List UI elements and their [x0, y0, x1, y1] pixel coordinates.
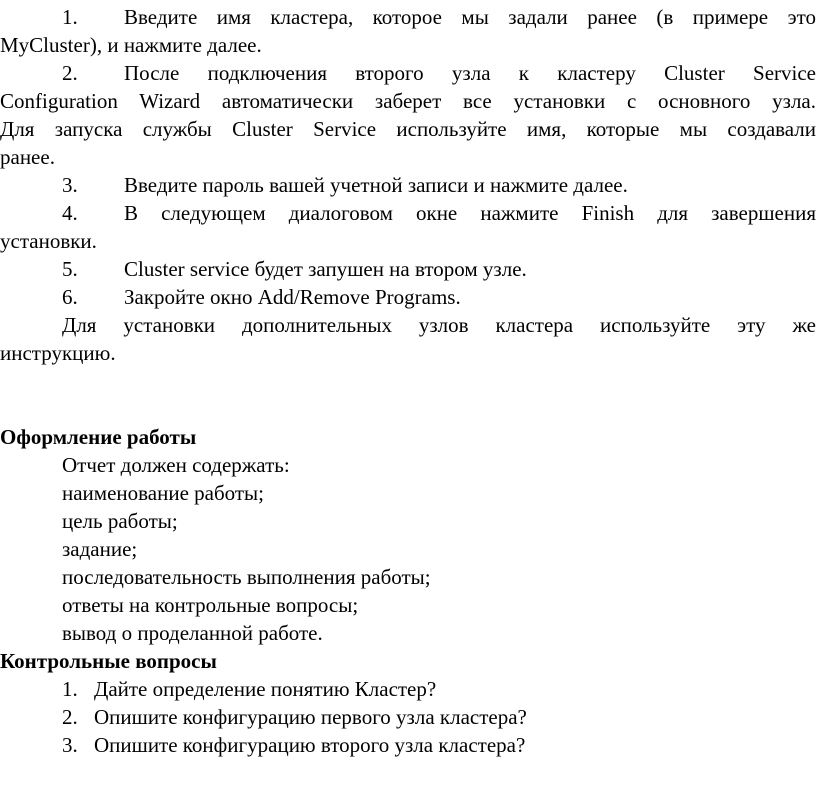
question-number: 2.: [62, 705, 78, 729]
question-text: Опишите конфигурацию второго узла кластера?: [94, 733, 526, 757]
closing-text: Для установки дополнительных узлов кластера используйте эту же: [62, 313, 816, 337]
report-item: цель работы;: [62, 509, 178, 533]
closing-line-2: инструкцию.: [0, 341, 116, 365]
question-item: [62, 703, 527, 731]
question-text: Опишите конфигурацию первого узла кластера?: [94, 705, 527, 729]
step-number: 1.: [62, 5, 78, 29]
step-number: 6.: [62, 285, 78, 309]
report-intro: Отчет должен содержать:: [62, 453, 290, 477]
questions-heading: Контрольные вопросы: [0, 649, 217, 673]
step-number: 5.: [62, 257, 78, 281]
report-item: ответы на контрольные вопросы;: [62, 593, 359, 617]
question-number: 1.: [62, 677, 78, 701]
report-item: последовательность выполнения работы;: [62, 565, 431, 589]
step-text: Введите имя кластера, которое мы задали ранее (в примере это: [124, 5, 816, 29]
report-item: задание;: [62, 537, 138, 561]
step-4-line-1: [0, 199, 816, 227]
step-text: Cluster service будет запушен на втором узле.: [124, 257, 527, 281]
step-1-line-1: [0, 3, 816, 31]
report-heading: Оформление работы: [0, 425, 197, 449]
step-text: Закройте окно Add/Remove Programs.: [124, 285, 461, 309]
step-text: После подключения второго узла к кластеру Cluster Service: [124, 61, 816, 85]
step-2-line-4: ранее.: [0, 145, 55, 169]
step-1-line-2: MyCluster), и нажмите далее.: [0, 33, 262, 57]
report-item: вывод о проделанной работе.: [62, 621, 323, 645]
step-2-line-1: [0, 59, 816, 87]
step-number: 2.: [62, 61, 78, 85]
report-item: наименование работы;: [62, 481, 265, 505]
question-item: [62, 731, 525, 759]
step-text: В следующем диалоговом окне нажмите Finish для завершения: [124, 201, 816, 225]
step-4-line-2: установки.: [0, 229, 97, 253]
step-2-line-2: Configuration Wizard автоматически заберет все установки с основного узла.: [0, 89, 816, 113]
question-text: Дайте определение понятию Кластер?: [94, 677, 437, 701]
question-number: 3.: [62, 733, 78, 757]
closing-line-1: [0, 311, 816, 339]
step-number: 3.: [62, 173, 78, 197]
question-item: [62, 675, 436, 703]
step-2-line-3: Для запуска службы Cluster Service используйте имя, которые мы создавали: [0, 117, 816, 141]
step-number: 4.: [62, 201, 78, 225]
step-text: Введите пароль вашей учетной записи и нажмите далее.: [124, 173, 628, 197]
